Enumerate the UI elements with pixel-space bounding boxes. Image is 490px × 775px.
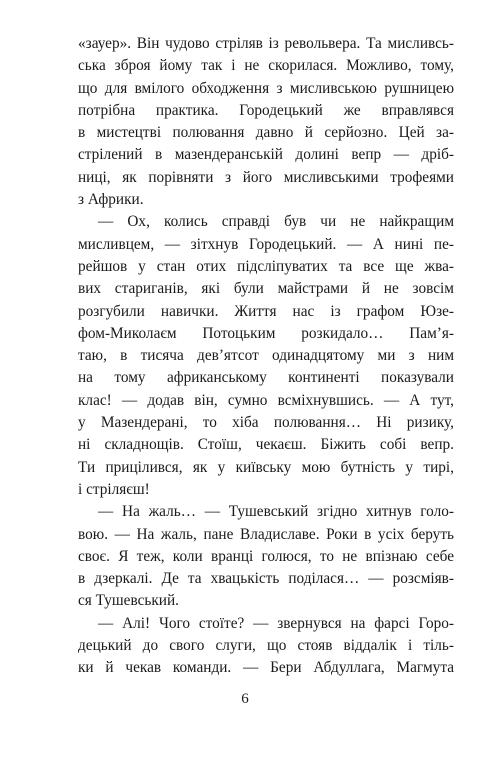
text-line: на тому африканському континенті показували <box>78 369 454 387</box>
text-line: у Мазендерані, то хіба полювання… Ні ризику, <box>78 414 454 432</box>
text-line: клас! — додав він, сумно всміхнувшись. — А тут, <box>78 391 454 409</box>
text-line: — На жаль… — Тушевський згідно хитнув голо- <box>98 503 454 521</box>
text-line: таю, в тисяча дев’ятсот одинадцятому ми з ним <box>78 347 454 365</box>
text-line: ки й чекав команди. — Бери Абдуллага, Магмута <box>78 659 454 677</box>
text-line: вою. — На жаль, пане Владиславе. Роки в усіх беруть <box>78 525 454 543</box>
page-number: 6 <box>241 691 249 707</box>
text-line: з Африки. <box>78 191 144 209</box>
text-line: в дзеркалі. Де та хвацькість поділася… — розсміяв- <box>78 570 454 588</box>
text-line: децький до свого слуги, що стояв віддалік і тіль- <box>78 637 454 655</box>
text-line: рейшов у стан отих підсліпуватих та все ще жва- <box>78 257 454 275</box>
text-line: ся Тушевський. <box>78 592 179 610</box>
text-line: вих стариганів, які були майстрами й не зовсім <box>78 280 454 298</box>
text-line: своє. Я теж, коли вранці голюся, то не впізнаю себе <box>78 547 454 565</box>
text-line: ська зброя йому так і не скорилася. Можливо, тому, <box>78 57 454 75</box>
text-line: в мистецтві полювання давно й серйозно. Цей за- <box>78 124 454 142</box>
text-line: Ти прицілився, як у київську мою бутність у тирі, <box>78 458 454 476</box>
text-line: і стріляєш! <box>78 480 150 498</box>
text-line: ниці, як порівняти з його мисливськими трофеями <box>78 168 454 186</box>
text-line: фом-Миколаєм Потоцьким розкидало… Пам’я- <box>78 324 454 342</box>
text-line: потрібна практика. Городецький же вправлявся <box>78 101 454 119</box>
text-line: мисливцем, — зітхнув Городецький. — А нині пе- <box>78 235 454 253</box>
text-line: що для вмілого обходження з мисливською рушницею <box>78 79 454 97</box>
text-line: «зауер». Він чудово стріляв із револьвера. Та мисливсь- <box>78 35 454 52</box>
text-line: — Ох, колись справді був чи не найкращим <box>98 213 454 231</box>
body-text <box>78 33 454 680</box>
text-line: ні складнощів. Стоїш, чекаєш. Біжить собі вепр. <box>78 436 454 454</box>
text-line: — Алі! Чого стоїте? — звернувся на фарсі Горо- <box>98 614 454 632</box>
text-line: стрілений в мазендеранській долині вепр — дріб- <box>78 146 454 164</box>
text-line: розгубили навички. Життя нас із графом Юзе- <box>78 302 454 320</box>
